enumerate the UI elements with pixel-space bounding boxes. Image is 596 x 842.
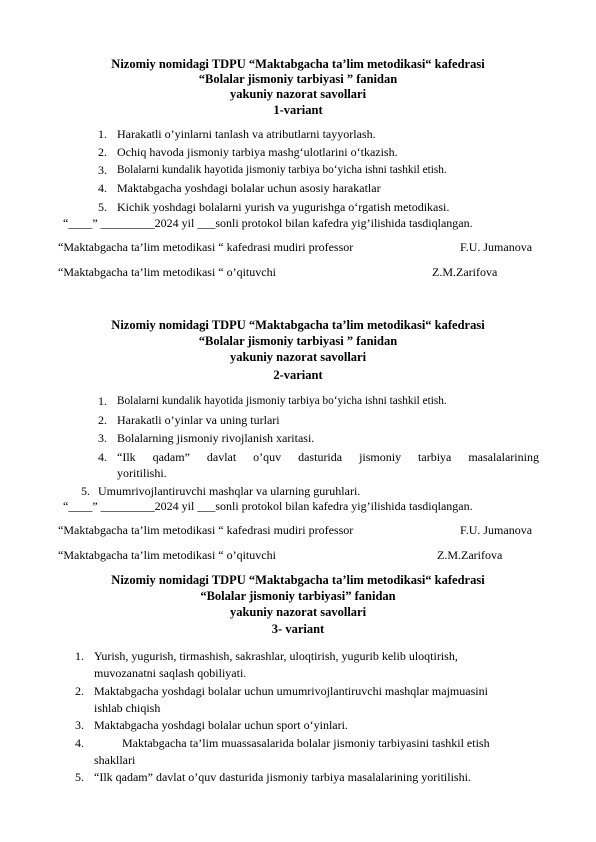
v2-head-role: “Maktabgacha ta’lim metodikasi “ kafedrasi mudiri professor <box>58 523 354 537</box>
v1-q5-num: 5. <box>98 200 107 214</box>
v2-q4-line1 <box>117 450 539 465</box>
v1-q1-text: Harakatli o’yinlarni tanlash va atributlarni tayyorlash. <box>117 127 376 141</box>
v2-header-line2: “Bolalar jismoniy tarbiyasi ” fanidan <box>198 334 398 348</box>
v2-q1-num: 1. <box>98 394 107 408</box>
v1-q4-text: Maktabgacha yoshdagi bolalar uchun asosiy harakatlar <box>117 181 381 195</box>
v1-q3-text: Bolalarni kundalik hayotida jismoniy tarbiya bo‘yicha ishni tashkil etish. <box>117 164 447 176</box>
v2-q4-word: jismoniy <box>359 450 402 464</box>
v2-q4-word: masalalarining <box>468 450 539 464</box>
v2-head-name: F.U. Jumanova <box>460 523 533 537</box>
v3-q2-line1: Maktabgacha yoshdagi bolalar uchun umumrivojlantiruvchi mashqlar majmuasini <box>94 684 488 698</box>
v1-q5-text: Kichik yoshdagi bolalarni yurish va yugurishga o‘rgatish metodikasi. <box>117 200 450 214</box>
v3-q5-num: 5. <box>75 770 84 784</box>
v2-q4-word: dasturida <box>298 450 343 464</box>
v2-q2-text: Harakatli o’yinlar va uning turlari <box>117 413 280 427</box>
v3-q3-num: 3. <box>75 718 84 732</box>
v1-teacher-name: Z.M.Zarifova <box>432 265 498 279</box>
v2-teacher-role: “Maktabgacha ta’lim metodikasi “ o’qituvchi <box>58 548 276 562</box>
v3-q2-num: 2. <box>75 684 84 698</box>
v3-header-line2: “Bolalar jismoniy tarbiyasi” fanidan <box>200 589 396 603</box>
v2-q2-num: 2. <box>98 413 107 427</box>
v2-q4-num: 4. <box>98 450 107 464</box>
v1-protocol: “____” _________2024 yil ___sonli protokol bilan kafedra yig’ilishida tasdiqlangan. <box>63 216 473 230</box>
v1-head-role: “Maktabgacha ta’lim metodikasi “ kafedrasi mudiri professor <box>58 240 354 254</box>
v3-header-line3: yakuniy nazorat savollari <box>229 605 367 619</box>
v1-header-line3: yakuniy nazorat savollari <box>229 87 367 101</box>
v1-q2-text: Ochiq havoda jismoniy tarbiya mashg‘ulotlarini o‘tkazish. <box>117 145 398 159</box>
v1-teacher-role: “Maktabgacha ta’lim metodikasi “ o’qituvchi <box>58 265 276 279</box>
v3-q4-line2: shakllari <box>94 753 136 767</box>
v2-q4-word: tarbiya <box>418 450 452 464</box>
v2-teacher-name: Z.M.Zarifova <box>437 548 503 562</box>
v1-head-name: F.U. Jumanova <box>460 240 533 254</box>
v3-q1-line1: Yurish, yugurish, tirmashish, sakrashlar, uloqtirish, yugurib kelib uloqtirish, <box>94 649 458 663</box>
v3-q5-text: “Ilk qadam” davlat o’quv dasturida jismoniy tarbiya masalalarining yoritilishi. <box>94 770 471 784</box>
v3-q4-line1: Maktabgacha ta’lim muassasalarida bolalar jismoniy tarbiyasini tashkil etish <box>122 736 490 750</box>
v2-variant-title: 2-variant <box>273 368 323 382</box>
v2-header-line1: Nizomiy nomidagi TDPU “Maktabgacha ta’lim metodikasi“ kafedrasi <box>111 318 485 332</box>
v1-header-line2: “Bolalar jismoniy tarbiyasi ” fanidan <box>198 72 398 86</box>
v3-q3-text: Maktabgacha yoshdagi bolalar uchun sport o‘yinlari. <box>94 718 348 732</box>
v2-q4-word: o’quv <box>253 450 282 464</box>
v3-q1-line2: muvozanatni saqlash qobiliyati. <box>94 666 247 680</box>
v2-header-line3: yakuniy nazorat savollari <box>229 350 367 364</box>
v3-q4-num: 4. <box>75 736 84 750</box>
v2-q3-text: Bolalarning jismoniy rivojlanish xaritasi. <box>117 431 315 445</box>
v2-protocol: “____” _________2024 yil ___sonli protokol bilan kafedra yig’ilishida tasdiqlangan. <box>63 499 473 513</box>
v1-q1-num: 1. <box>98 127 107 141</box>
v3-q2-line2: ishlab chiqish <box>94 701 161 715</box>
v3-q1-num: 1. <box>75 649 84 663</box>
v2-q4-word: “Ilk <box>117 450 136 464</box>
v3-variant-title: 3- variant <box>271 622 325 636</box>
v2-q4-word: qadam” <box>152 450 190 464</box>
v2-q3-num: 3. <box>98 431 107 445</box>
v3-header-line1: Nizomiy nomidagi TDPU “Maktabgacha ta’lim metodikasi“ kafedrasi <box>111 573 485 587</box>
v1-q3-num: 3. <box>98 163 107 177</box>
v2-q4-word: davlat <box>206 450 237 464</box>
v1-q4-num: 4. <box>98 181 107 195</box>
v1-q2-num: 2. <box>98 145 107 159</box>
v2-q4-line2: yoritilishi. <box>117 466 167 480</box>
v2-q5-text: Umumrivojlantiruvchi mashqlar va ularning guruhlari. <box>98 484 361 498</box>
v1-variant-title: 1-variant <box>273 103 323 117</box>
v2-q1-text: Bolalarni kundalik hayotida jismoniy tarbiya bo‘yicha ishni tashkil etish. <box>117 395 447 407</box>
v2-q5-num: 5. <box>81 484 90 498</box>
v1-header-line1: Nizomiy nomidagi TDPU “Maktabgacha ta’lim metodikasi“ kafedrasi <box>111 57 485 71</box>
